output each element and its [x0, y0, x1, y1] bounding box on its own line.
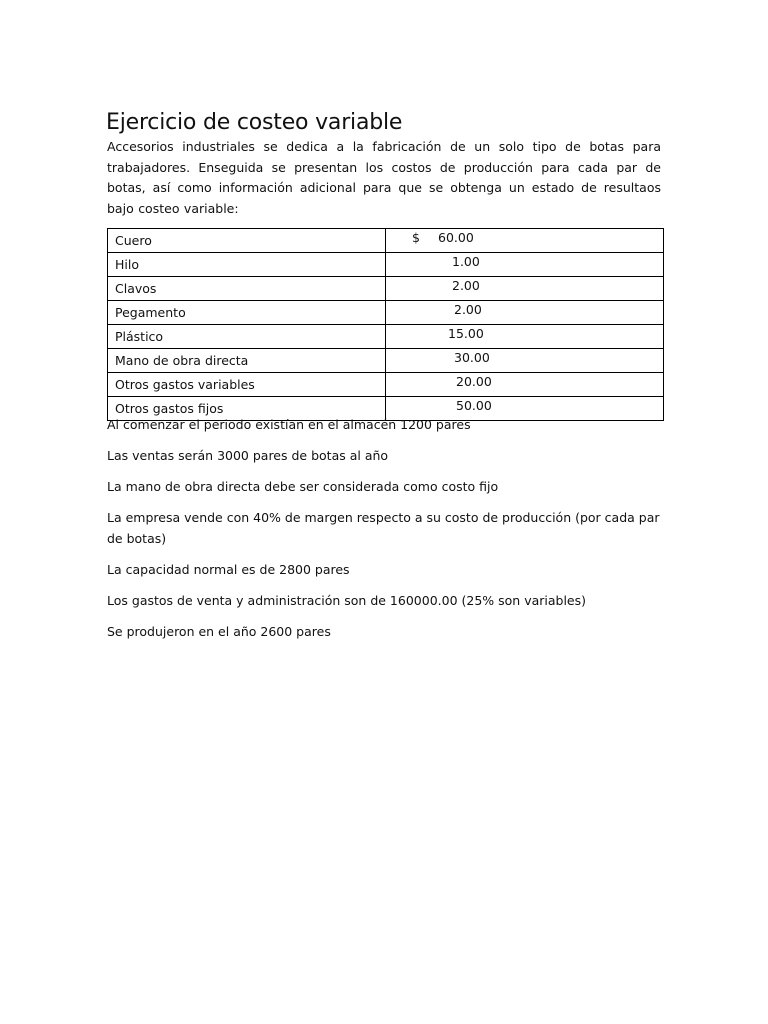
- table-row: [108, 229, 664, 253]
- cost-value: 50.00: [456, 398, 492, 413]
- cost-value: 60.00: [438, 230, 474, 245]
- cost-value: 1.00: [452, 254, 480, 269]
- cost-value-cell: [386, 277, 664, 301]
- table-row: [108, 373, 664, 397]
- cost-value-cell: [386, 325, 664, 349]
- info-line-margin: La empresa vende con 40% de margen respecto a su costo de producción (por cada par de botas): [107, 510, 660, 546]
- info-line-sales: Las ventas serán 3000 pares de botas al año: [107, 448, 389, 463]
- cost-label: Cuero: [108, 229, 386, 253]
- cost-label: Plástico: [108, 325, 386, 349]
- table-row: [108, 349, 664, 373]
- cost-value: 15.00: [448, 326, 484, 341]
- info-line-normal-capacity: La capacidad normal es de 2800 pares: [107, 561, 350, 577]
- currency-symbol: $: [412, 230, 420, 245]
- intro-paragraph: Accesorios industriales se dedica a la fabricación de un solo tipo de botas para trabajadores. Enseguida se presentan los costos de producción para cada par de botas, así como información adicional para que se obtenga un estado de resultaos bajo costeo variable:: [107, 139, 661, 216]
- cost-label: Otros gastos variables: [108, 373, 386, 397]
- cost-value-cell: [386, 349, 664, 373]
- table-row: [108, 325, 664, 349]
- cost-value-cell: [386, 301, 664, 325]
- cost-label: Hilo: [108, 253, 386, 277]
- table-row: [108, 277, 664, 301]
- cost-value: 2.00: [454, 302, 482, 317]
- document-title: Ejercicio de costeo variable: [106, 109, 403, 135]
- info-line-direct-labor: La mano de obra directa debe ser considerada como costo fijo: [107, 479, 499, 494]
- cost-label: Clavos: [108, 277, 386, 301]
- cost-value-cell: [386, 373, 664, 397]
- cost-value-cell: [386, 253, 664, 277]
- info-line-initial-inventory: Al comenzar el periodo existían en el almacén 1200 pares: [107, 417, 471, 432]
- cost-label: Pegamento: [108, 301, 386, 325]
- cost-label: Mano de obra directa: [108, 349, 386, 373]
- info-line-selling-admin-expenses: Los gastos de venta y administración son de 160000.00 (25% son variables): [107, 592, 587, 608]
- table-row: [108, 253, 664, 277]
- cost-label: Otros gastos fijos: [108, 397, 386, 421]
- cost-value: 2.00: [452, 278, 480, 293]
- cost-value: 30.00: [454, 350, 490, 365]
- additional-info-list: [107, 415, 662, 653]
- cost-value: 20.00: [456, 374, 492, 389]
- cost-table: [107, 228, 664, 421]
- cost-value-cell: [386, 229, 664, 253]
- info-line-production: Se produjeron en el año 2600 pares: [107, 623, 331, 639]
- table-row: [108, 301, 664, 325]
